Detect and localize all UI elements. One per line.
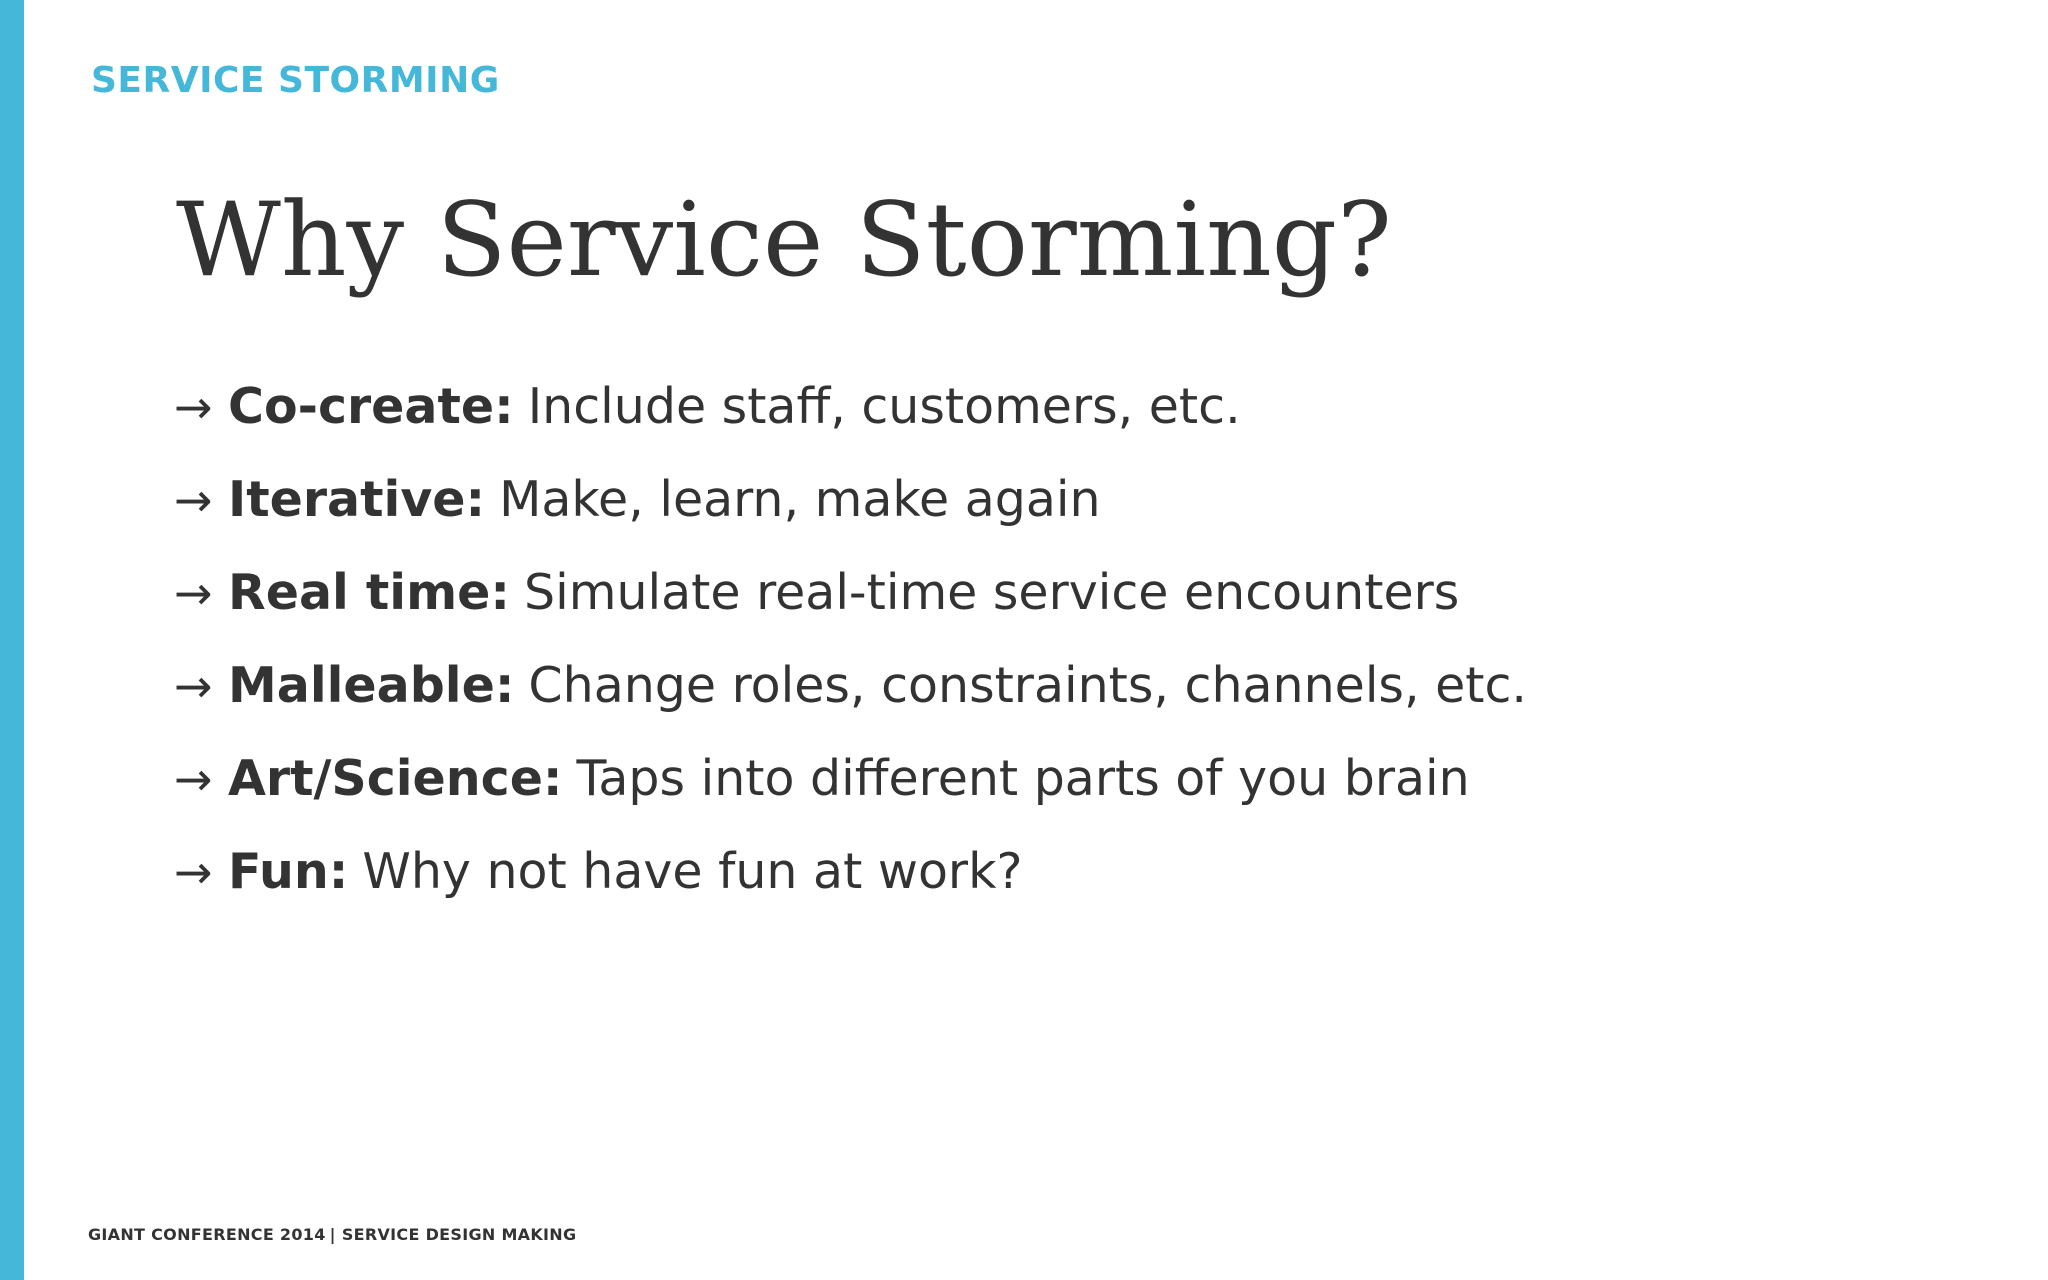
accent-bar [0,0,24,1280]
bullet-term: Co-create: [228,378,514,435]
bullet-text: Taps into different parts of you brain [576,750,1470,807]
section-label: SERVICE STORMING [91,60,500,101]
arrow-right-icon: → [174,472,213,527]
bullet-list [174,360,1527,918]
footer [88,1225,576,1244]
bullet-text: Change roles, constraints, channels, etc. [528,657,1527,714]
bullet-item [174,546,1527,639]
bullet-item [174,453,1527,546]
bullet-term: Art/Science: [228,750,563,807]
bullet-item [174,360,1527,453]
bullet-item [174,732,1527,825]
footer-event: GIANT CONFERENCE 2014 [88,1225,326,1244]
footer-talk: SERVICE DESIGN MAKING [341,1225,577,1244]
bullet-text: Simulate real-time service encounters [524,564,1460,621]
arrow-right-icon: → [174,751,213,806]
bullet-text: Include staff, customers, etc. [527,378,1241,435]
slide-title: Why Service Storming? [176,181,1392,300]
bullet-item [174,639,1527,732]
bullet-text: Make, learn, make again [499,471,1101,528]
arrow-right-icon: → [174,844,213,899]
bullet-term: Real time: [228,564,510,621]
footer-separator: | [329,1225,336,1244]
bullet-item [174,825,1527,918]
bullet-term: Fun: [228,843,349,900]
bullet-text: Why not have fun at work? [362,843,1023,900]
arrow-right-icon: → [174,379,213,434]
arrow-right-icon: → [174,658,213,713]
arrow-right-icon: → [174,565,213,620]
bullet-term: Iterative: [228,471,486,528]
bullet-term: Malleable: [228,657,515,714]
